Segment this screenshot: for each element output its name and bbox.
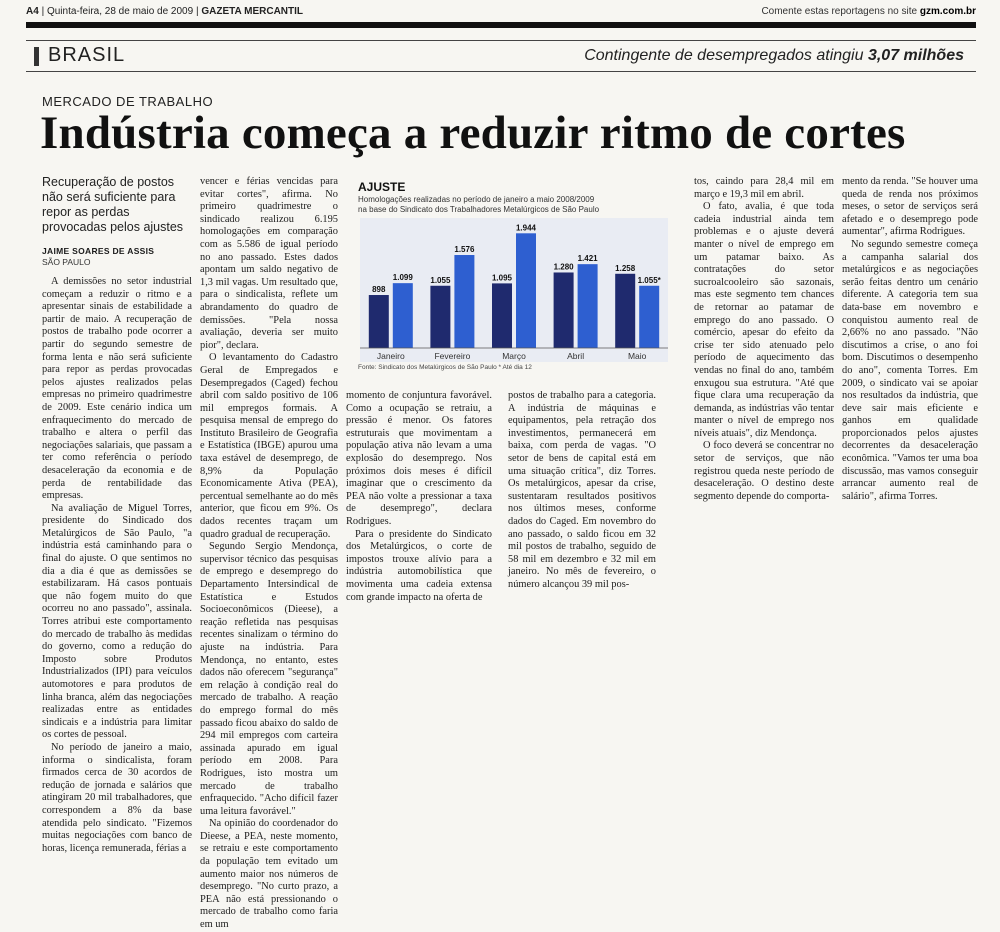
article-kicker: MERCADO DE TRABALHO [42, 94, 214, 109]
data-label-2008-março: 1.095 [491, 273, 513, 283]
article-column-3 [346, 390, 492, 864]
data-label-2008-abril: 1.280 [553, 262, 574, 272]
chart-plot [346, 178, 678, 364]
separator: | [41, 6, 47, 17]
paragraph: No período de janeiro a maio, informa o sindicalista, foram firmados cerca de 30 acordos de redução de jornada e salários que atingiram 20 mil trabalhadores, que correspondem a 8% da base atendida pelo sindicato. "Fizemos muitas negociações com banco de horas, licença remunerada, férias a [42, 741, 192, 854]
paragraph: Para o presidente do Sindicato dos Metalúrgicos, o corte de impostos trouxe alívio para a indústria automobilística que movimenta uma cadeia extensa com grande impacto na oferta de [346, 528, 492, 603]
paragraph: postos de trabalho para a categoria. A indústria de máquinas e equipamentos, pela retração dos investimentos, permanecerá em baixa, com perda de vagas. "O setor de bens de capital está em uma situação crítica", diz Torres. Os metalúrgicos, apesar da crise, sustentaram resultados positivos nos últimos meses, conforme dados do Caged. Em novembro do ano passado, o saldo ficou em 32 mil postos de trabalho, seguido de 58 mil em dezembro e 32 mil em janeiro. No mês de fevereiro, o número alcançou 39 mil pos- [508, 390, 656, 590]
issue-date: Quinta-feira, 28 de maio de 2009 [46, 6, 194, 17]
data-label-2009-fevereiro: 1.576 [454, 245, 475, 255]
paragraph: Na avaliação de Miguel Torres, presidente do Sindicado dos Metalúrgicos de São Paulo, "a indústria está caminhando para o final do ajuste. O que sentimos no dia a dia é que as demissões se estabilizaram. Há casos pontuais que não fogem muito do que ocorreu no ano passado", assinala. Torres atribui este comportamento do mercado de trabalho às medidas do governo, como a redução do Imposto sobre Produtos Industrializados (IPI) para veículos automotores e para produtos de linha branca, além das negociações realizadas entre as entidades sindicais e a indústria para limitar os cortes de pessoal. [42, 502, 192, 741]
bar-2008-janeiro [369, 295, 389, 348]
bar-2008-abril [554, 272, 574, 348]
page-header [26, 6, 976, 20]
teaser-text: Contingente de desempregados atingiu [584, 47, 864, 64]
paragraph: tos, caindo para 28,4 mil em março e 19,3 mil em abril. [694, 176, 834, 200]
article-author: JAIME SOARES DE ASSIS [42, 246, 155, 256]
page-number: A4 [26, 6, 39, 17]
homologations-chart [346, 178, 678, 376]
article-column-6 [842, 176, 978, 864]
newspaper-name: GAZETA MERCANTIL [201, 6, 304, 17]
data-label-2009-janeiro: 1.099 [392, 273, 413, 283]
chart-subtitle-2: na base do Sindicato dos Trabalhadores Metalúrgicos de São Paulo [358, 205, 600, 214]
data-label-2009-março: 1.944 [515, 223, 537, 233]
paragraph: A demissões no setor industrial começam a reduzir o ritmo e a apresentar sinais de estabilidade a partir de maio. A recuperação de postos de trabalho pode ocorrer a partir do segundo semestre de forma lenta e não será suficiente para repor as perdas provocadas pelos ajustes realizados pelas empresas no primeiro quadrimestre de 2009. Este cenário indica um enfraquecimento do mercado de trabalho e altera o perfil das negociações salariais, que passam a ter como referência o período desaceleração da economia e de perda de rentabilidade das empresas. [42, 276, 192, 502]
paragraph: Segundo Sergio Mendonça, supervisor técnico das pesquisas de emprego e desemprego do Departamento Intersindical de Estatística e Estudos Socioeconômicos (Dieese), a reação refletida nas pesquisas recentes sinalizam o término do ajuste na indústria. Para Mendonça, no entanto, estes dados não oferecem "segurança" em relação à condição real do mercado de trabalho. A reação do emprego formal do mês passado ficou abaixo do saldo de 294 mil empregos com carteira assinada apurado em igual período em 2008. Para Rodrigues, isto mostra um mercado de trabalho enfraquecido. "Acho difícil fazer uma leitura favorável." [200, 541, 338, 817]
bar-2009-janeiro [393, 283, 413, 348]
bar-2009-março [516, 233, 536, 348]
header-rule [26, 22, 976, 28]
paragraph: mento da renda. "Se houver uma queda de renda nos próximos meses, o setor de serviços será afetado e o desemprego pode aumentar", afirma Rodrigues. [842, 176, 978, 238]
paragraph: vencer e férias vencidas para evitar cortes", afirma. No primeiro quadrimestre o sindicado realizou 6.195 homologações em comparação com as 5.586 de igual período no ano passado. Estes dados apontam um saldo negativo de 1,3 mil vagas. Um resultado que, para o sindicalista, reflete um abrandamento do quadro de demissões. "Pela nossa avaliação, deveria ser muito pior", declara. [200, 176, 338, 351]
promo-site-link[interactable]: gzm.com.br [919, 6, 976, 17]
bar-2009-maio [639, 286, 659, 348]
article-location: SÃO PAULO [42, 257, 91, 267]
chart-source: Fonte: Sindicato dos Metalúrgicos de São Paulo * Até dia 12 [358, 364, 532, 371]
chart-title: AJUSTE [358, 180, 406, 194]
article-column-4 [508, 390, 656, 864]
section-marker [34, 47, 39, 66]
data-label-2008-janeiro: 898 [372, 285, 386, 295]
category-label-março: Março [502, 351, 526, 361]
article-column-1 [42, 276, 192, 864]
category-label-fevereiro: Fevereiro [434, 351, 471, 361]
header-promo [761, 6, 976, 17]
bar-2008-março [492, 283, 512, 348]
paragraph: O levantamento do Cadastro Geral de Empregados e Desempregados (Caged) fechou abril com saldo positivo de 106 mil empregos formais. A pesquisa mensal de emprego do Instituto Brasileiro de Geografia e Estatística (IBGE) apurou uma taxa estável de desemprego, de 8,9% da População Economicamente Ativa (PEA), percentual semelhante ao do mês anterior, que ficou em 9%. Os dados recentes traçam um quadro gradual de recuperação. [200, 352, 338, 540]
paragraph: No segundo semestre começa a campanha salarial dos metalúrgicos e as negociações serão feitas dentro um cenário diferente. A categoria tem sua data-base em novembro e conquistou aumento real de 2,66% no ano passado. "Não discutimos a crise, o ano foi bom. Discutimos o desempenho do ano", comenta Torres. Em 2009, o sindicato vai se apoiar nos resultados da indústria, que deve sair mais eficiente e ganhos em qualidade proporcionados pelos ajustes decorrentes da desaceleração econômica. "Vamos ter uma boa discussão, mas vamos conseguir arrancar aumento real de salário", afirma Torres. [842, 238, 978, 502]
separator: | [195, 6, 202, 17]
paragraph: O foco deverá se concentrar no setor de serviços, que não registrou queda neste período de desaceleração. O destino deste segmento depende do comporta- [694, 440, 834, 502]
article-deck: Recuperação de postos não será suficiente para repor as perdas provocadas pelos ajustes [42, 175, 184, 234]
section-header [26, 40, 976, 72]
bar-2009-abril [578, 264, 598, 348]
promo-text: Comente estas reportagens no site [761, 6, 918, 17]
article-column-5 [694, 176, 834, 864]
data-label-2009-abril: 1.421 [577, 254, 598, 264]
category-label-abril: Abril [567, 351, 585, 361]
article-column-2 [200, 176, 338, 931]
bar-2008-fevereiro [430, 286, 450, 348]
category-label-janeiro: Janeiro [376, 351, 405, 361]
paragraph: O fato, avalia, é que toda cadeia industrial ainda tem problemas e o ajuste deverá manter o nível de emprego em um patamar baixo. As contratações do setor sucroalcooleiro são sazonais, mas este segmento tem chances de retornar ao patamar de emprego do ano passado. O comércio, apesar do efeito da crise ter sido atenuado pelo período de aquecimento das vendas no final do ano, também enxugou sua estrutura. "Até que fique clara uma recuperação da demanda, as indústrias vão tentar manter o nível de emprego nos níveis atuais", diz Mendonça. [694, 201, 834, 439]
paragraph: Na opinião do coordenador do Dieese, a PEA, neste momento, se retraiu e este comportamento da população tem evitado um aumento maior nos números de desemprego. "No curto prazo, a PEA não está pressionando o mercado de trabalho como faria em um [200, 818, 338, 931]
bar-2009-fevereiro [454, 255, 474, 348]
bar-2008-maio [615, 274, 635, 348]
data-label-2009-maio: 1.055* [637, 275, 661, 285]
teaser-value: 3,07 milhões [867, 47, 964, 64]
paragraph: momento de conjuntura favorável. Como a ocupação se retraiu, a pressão é menor. Os fatores estruturais que movimentam a população ativa não levam a uma explosão do desemprego. Nos próximos dois meses é difícil imaginar que o crescimento da PEA não volte a pressionar a taxa de desemprego", declara Rodrigues. [346, 390, 492, 527]
category-label-maio: Maio [627, 351, 647, 361]
data-label-2008-maio: 1.258 [615, 263, 636, 273]
header-left [26, 6, 303, 17]
chart-subtitle-1: Homologações realizadas no período de janeiro a maio 2008/2009 [358, 195, 595, 204]
section-label: BRASIL [48, 44, 126, 66]
article-headline: Indústria começa a reduzir ritmo de cortes [40, 107, 906, 159]
section-teaser [584, 47, 964, 65]
data-label-2008-fevereiro: 1.055 [430, 275, 451, 285]
